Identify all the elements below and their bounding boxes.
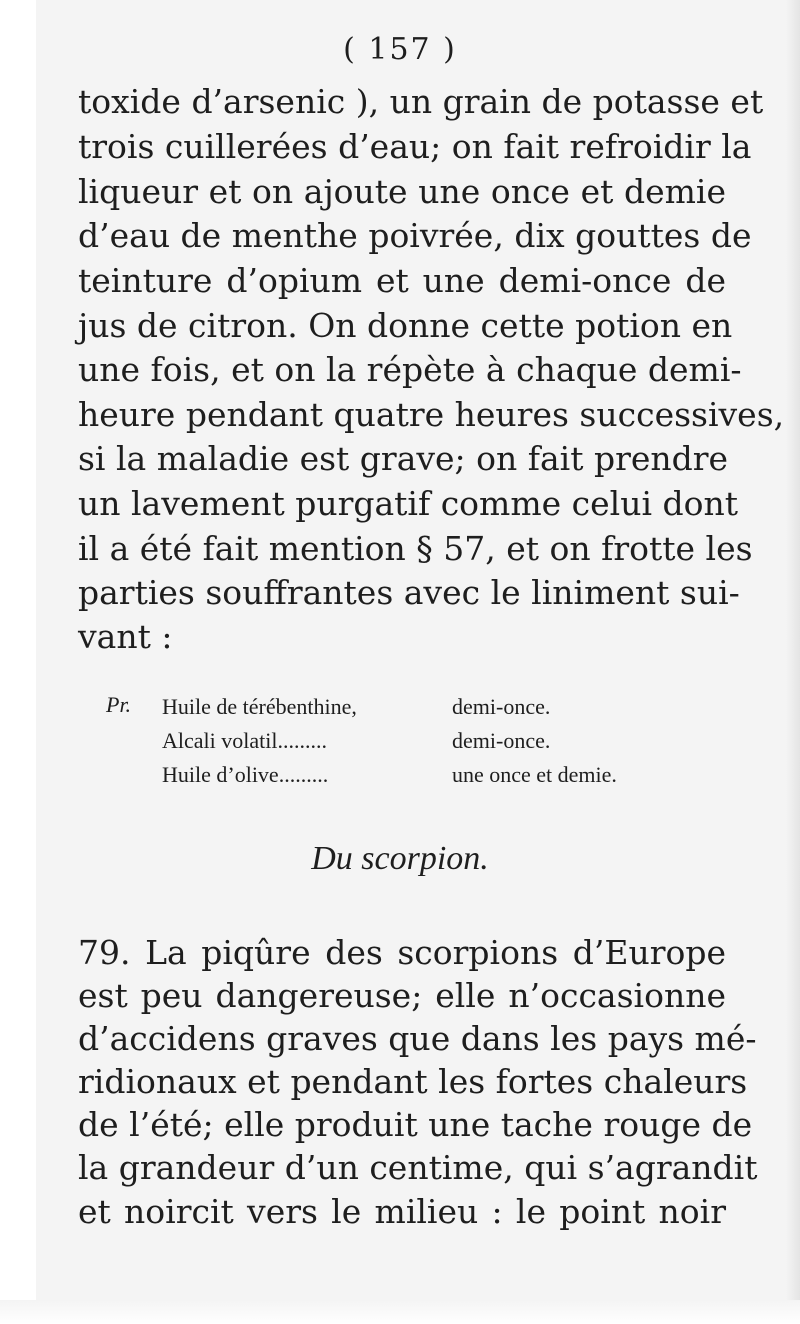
text-line: trois cuillerées d’eau; on fait refroidir la xyxy=(78,127,752,166)
recipe-dose: demi-once. xyxy=(452,694,551,719)
text-line: si la maladie est grave; on fait prendre xyxy=(78,439,729,478)
text-line: heure pendant quatre heures successives, xyxy=(78,395,785,434)
text-line: liqueur et on ajoute une once et demie xyxy=(78,172,726,211)
recipe-dose: demi-once. xyxy=(452,728,551,753)
page-edge-shadow xyxy=(786,0,800,1324)
text-line: la grandeur d’un centime, qui s’agrandit xyxy=(78,1148,758,1187)
recipe-label: Pr. xyxy=(106,692,132,717)
page-margin-left xyxy=(0,0,36,1324)
section-heading: Du scorpion. xyxy=(311,840,489,877)
recipe-ingredient: Huile de térébenthine, xyxy=(162,694,357,719)
text-line: d’eau de menthe poivrée, dix gouttes de xyxy=(78,216,752,255)
text-line: est peu dangereuse; elle n’occasionne xyxy=(78,976,726,1015)
text-line: vant : xyxy=(78,617,173,656)
text-line: ridionaux et pendant les fortes chaleurs xyxy=(78,1062,748,1101)
page-number: ( 157 ) xyxy=(343,32,457,67)
text-line: toxide d’arsenic ), un grain de potasse et xyxy=(78,82,764,121)
text-line: teinture d’opium et une demi-once de xyxy=(78,261,726,300)
text-line: une fois, et on la répète à chaque demi- xyxy=(78,350,742,389)
recipe-ingredient: Alcali volatil......... xyxy=(162,728,327,753)
text-line: 79. La piqûre des scorpions d’Europe xyxy=(78,933,726,972)
recipe-dose: une once et demie. xyxy=(452,762,617,787)
recipe-ingredient: Huile d’olive......... xyxy=(162,762,329,787)
text-line: de l’été; elle produit une tache rouge de xyxy=(78,1105,753,1144)
page-margin-bottom xyxy=(0,1300,800,1324)
text-line: un lavement purgatif comme celui dont xyxy=(78,484,739,523)
text-line: jus de citron. On donne cette potion en xyxy=(78,306,733,345)
text-line: d’accidens graves que dans les pays mé- xyxy=(78,1019,757,1058)
text-line: il a été fait mention § 57, et on frotte les xyxy=(78,529,753,568)
text-line: et noircit vers le milieu : le point noir xyxy=(78,1192,726,1231)
text-line: parties souffrantes avec le liniment sui- xyxy=(78,573,740,612)
